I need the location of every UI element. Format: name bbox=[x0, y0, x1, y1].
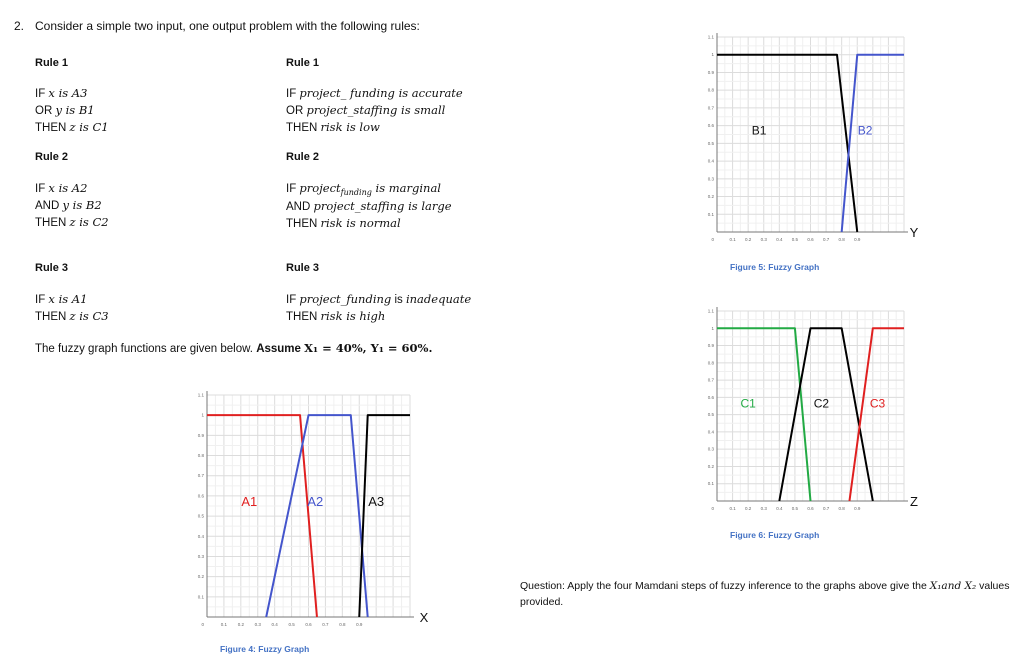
rule-line: AND y is B2 bbox=[35, 198, 102, 212]
fuzzy-graph-figure-5 bbox=[703, 25, 919, 245]
y-tick-label: 0.2 bbox=[707, 194, 714, 200]
y-tick-label: 0.6 bbox=[707, 394, 714, 400]
rule-line: THEN z is C2 bbox=[35, 215, 109, 229]
figure-5-caption: Figure 5: Fuzzy Graph bbox=[730, 262, 820, 272]
rule-1-left-heading: Rule 1 bbox=[35, 57, 69, 69]
x-tick-label: 0.1 bbox=[729, 237, 736, 242]
x-tick-label: 0.7 bbox=[822, 237, 830, 242]
rule-3-right-body bbox=[286, 291, 471, 325]
y-tick-label: 1 bbox=[711, 52, 714, 58]
rule-line: IF x is A3 bbox=[35, 86, 88, 100]
x-tick-label: 0.3 bbox=[254, 622, 261, 627]
y-tick-label: 0.2 bbox=[197, 574, 204, 580]
rule-1-right-body bbox=[286, 85, 463, 136]
rule-line: THEN risk is low bbox=[286, 120, 380, 134]
rule-2-right-body bbox=[286, 180, 452, 232]
rule-line: IF project_ funding is accurate bbox=[286, 86, 463, 100]
y-tick-label: 0.1 bbox=[197, 594, 204, 600]
x-tick-label: 0.4 bbox=[776, 506, 783, 511]
x-tick-label: 0.7 bbox=[822, 506, 830, 511]
x-tick-label: 0.8 bbox=[339, 622, 346, 627]
fuzzy-intro: The fuzzy graph functions are given below. Assume X₁ = 40%, Y₁ = 60%. bbox=[35, 341, 433, 355]
y-tick-label: 0.1 bbox=[707, 211, 714, 217]
y-tick-label: 0.8 bbox=[707, 87, 714, 93]
y-tick-label: 0.6 bbox=[707, 123, 714, 129]
rule-line: IF project_funding is inadequate bbox=[286, 292, 472, 306]
x-tick-label: 0.3 bbox=[760, 506, 767, 511]
y-tick-label: 0.1 bbox=[707, 481, 714, 487]
origin-label: 0 bbox=[201, 622, 204, 627]
x-tick-label: 0.5 bbox=[791, 506, 799, 511]
rule-2-left-heading: Rule 2 bbox=[35, 151, 69, 163]
x-tick-label: 0.4 bbox=[271, 622, 278, 627]
x-tick-label: 0.5 bbox=[288, 622, 295, 627]
y-tick-label: 0.3 bbox=[707, 446, 714, 452]
figure-4-caption: Figure 4: Fuzzy Graph bbox=[220, 644, 310, 654]
axis-name-x: X bbox=[419, 610, 429, 625]
rule-3-left-body bbox=[35, 291, 109, 325]
rule-line: THEN z is C3 bbox=[35, 309, 109, 323]
y-tick-label: 0.6 bbox=[197, 493, 204, 499]
figure-6-caption: Figure 6: Fuzzy Graph bbox=[730, 530, 820, 540]
rule-3-right-heading: Rule 3 bbox=[286, 262, 320, 274]
y-tick-label: 0.7 bbox=[707, 105, 714, 111]
set-label-c2: C2 bbox=[813, 396, 830, 411]
set-label-b2: B2 bbox=[857, 123, 873, 138]
x-tick-label: 0.8 bbox=[838, 237, 845, 242]
rule-2-right-heading: Rule 2 bbox=[286, 151, 320, 163]
y-tick-label: 0.3 bbox=[197, 553, 204, 559]
x-tick-label: 0.9 bbox=[356, 622, 363, 627]
x-tick-label: 0.4 bbox=[776, 237, 783, 242]
x-tick-label: 0.5 bbox=[791, 237, 799, 242]
y-tick-label: 0.4 bbox=[707, 429, 714, 435]
y-tick-label: 0.7 bbox=[707, 377, 714, 383]
y-tick-label: 0.7 bbox=[197, 473, 204, 479]
y-tick-label: 0.5 bbox=[197, 513, 204, 519]
set-label-a2: A2 bbox=[307, 494, 324, 509]
x-tick-label: 0.9 bbox=[854, 237, 861, 242]
y-tick-label: 0.8 bbox=[707, 360, 714, 366]
x-tick-label: 0.6 bbox=[807, 506, 814, 511]
x-tick-label: 0.7 bbox=[322, 622, 329, 627]
origin-label: 0 bbox=[711, 237, 714, 242]
x-tick-label: 0.8 bbox=[838, 506, 845, 511]
y-tick-label: 1.1 bbox=[707, 308, 714, 314]
rule-1-left-body bbox=[35, 85, 109, 136]
rule-1-right-heading: Rule 1 bbox=[286, 57, 320, 69]
axis-name-y: Y bbox=[909, 225, 919, 240]
fuzzy-graph-figure-4 bbox=[185, 385, 429, 627]
rule-line: THEN z is C1 bbox=[35, 120, 109, 134]
set-label-c3: C3 bbox=[869, 396, 886, 411]
rule-line: OR project_staffing is small bbox=[286, 103, 446, 117]
y-tick-label: 0.5 bbox=[707, 412, 714, 418]
set-label-b1: B1 bbox=[751, 123, 767, 138]
rule-line: IF project$_{funding}$ is marginal bbox=[286, 181, 441, 197]
y-tick-label: 0.5 bbox=[707, 140, 714, 146]
y-tick-label: 1 bbox=[711, 325, 714, 331]
x-tick-label: 0.2 bbox=[237, 622, 244, 627]
x-tick-label: 0.1 bbox=[220, 622, 228, 627]
axis-name-z: Z bbox=[910, 494, 918, 509]
y-tick-label: 1.1 bbox=[707, 34, 714, 40]
x-tick-label: 0.2 bbox=[745, 506, 752, 511]
y-tick-label: 0.4 bbox=[707, 158, 714, 164]
origin-label: 0 bbox=[711, 506, 714, 511]
fuzzy-graph-figure-6 bbox=[703, 296, 918, 511]
rule-3-left-heading: Rule 3 bbox=[35, 262, 69, 274]
rule-line: AND project_staffing is large bbox=[286, 199, 452, 213]
set-label-a3: A3 bbox=[368, 494, 385, 509]
y-tick-label: 0.3 bbox=[707, 176, 714, 182]
y-tick-label: 0.2 bbox=[707, 463, 714, 469]
y-tick-label: 1.1 bbox=[197, 392, 204, 398]
set-label-a1: A1 bbox=[241, 494, 258, 509]
x-tick-label: 0.9 bbox=[854, 506, 861, 511]
rule-line: THEN risk is high bbox=[286, 309, 386, 323]
x-tick-label: 0.2 bbox=[745, 237, 752, 242]
y-tick-label: 1 bbox=[201, 412, 204, 418]
set-label-c1: C1 bbox=[740, 396, 756, 411]
x-tick-label: 0.6 bbox=[305, 622, 312, 627]
question-text: Question: Apply the four Mamdani steps of fuzzy inference to the graphs above give the X₁and X₂ values provided. bbox=[520, 580, 1010, 608]
y-tick-label: 0.9 bbox=[197, 432, 204, 438]
x-tick-label: 0.3 bbox=[760, 237, 767, 242]
rule-line: OR y is B1 bbox=[35, 103, 95, 117]
rule-2-left-body bbox=[35, 180, 109, 231]
question-intro: Consider a simple two input, one output problem with the following rules: bbox=[35, 19, 420, 33]
x-tick-label: 0.6 bbox=[807, 237, 814, 242]
y-tick-label: 0.9 bbox=[707, 343, 714, 349]
rule-line: IF x is A2 bbox=[35, 181, 88, 195]
rule-line: IF x is A1 bbox=[35, 292, 88, 306]
y-tick-label: 0.9 bbox=[707, 69, 714, 75]
y-tick-label: 0.8 bbox=[197, 453, 204, 459]
question-number: 2. bbox=[14, 19, 25, 33]
y-tick-label: 0.4 bbox=[197, 533, 204, 539]
rule-line: THEN risk is normal bbox=[286, 216, 401, 230]
x-tick-label: 0.1 bbox=[729, 506, 736, 511]
